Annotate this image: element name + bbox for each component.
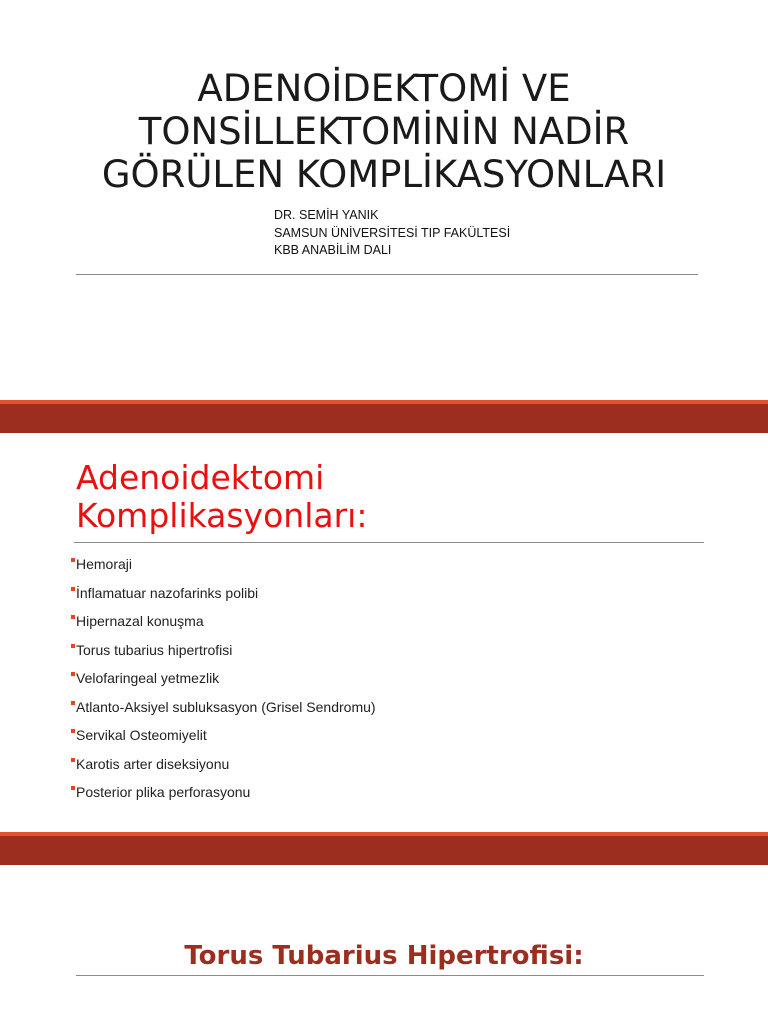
bullet-square-icon bbox=[71, 558, 75, 562]
author-institution: SAMSUN ÜNİVERSİTESİ TIP FAKÜLTESİ bbox=[274, 225, 511, 240]
list-item bbox=[71, 579, 376, 608]
list-item-label: Posterior plika perforasyonu bbox=[76, 784, 251, 801]
bullet-square-icon bbox=[71, 644, 75, 648]
list-item-label: İnflamatuar nazofarinks polibi bbox=[76, 584, 259, 601]
separator-accent-stripe bbox=[0, 400, 768, 404]
presentation-title bbox=[40, 67, 728, 196]
list-item-label: Servikal Osteomiyelit bbox=[76, 727, 207, 744]
torus-tubarius-slide bbox=[0, 865, 768, 1024]
list-item bbox=[71, 721, 376, 750]
list-item-label: Velofaringeal yetmezlik bbox=[76, 670, 220, 687]
heading-line: Komplikasyonları: bbox=[76, 496, 368, 535]
heading-divider bbox=[76, 975, 704, 976]
list-item bbox=[71, 607, 376, 636]
separator-accent-stripe bbox=[0, 832, 768, 836]
bullet-square-icon bbox=[71, 729, 75, 733]
list-item-label: Hipernazal konuşma bbox=[76, 613, 204, 630]
slide-heading: Torus Tubarius Hipertrofisi: bbox=[184, 941, 584, 971]
bullet-square-icon bbox=[71, 758, 75, 762]
list-item bbox=[71, 750, 376, 779]
complications-slide bbox=[0, 433, 768, 832]
list-item bbox=[71, 664, 376, 693]
author-department: KBB ANABİLİM DALI bbox=[274, 243, 392, 257]
title-line: TONSİLLEKTOMİNİN NADİR bbox=[138, 110, 630, 153]
list-item-label: Torus tubarius hipertrofisi bbox=[76, 641, 233, 658]
heading-line: Adenoidektomi bbox=[76, 458, 325, 497]
list-item bbox=[71, 778, 376, 807]
bullet-square-icon bbox=[71, 587, 75, 591]
list-item-label: Atlanto-Aksiyel subluksasyon (Grisel Sendromu) bbox=[76, 698, 376, 715]
title-line: GÖRÜLEN KOMPLİKASYONLARI bbox=[101, 153, 667, 196]
list-item-label: Karotis arter diseksiyonu bbox=[76, 755, 230, 772]
slide-heading bbox=[76, 459, 367, 535]
complications-list bbox=[71, 550, 376, 807]
bullet-square-icon bbox=[71, 701, 75, 705]
list-item bbox=[71, 693, 376, 722]
author-name: DR. SEMİH YANIK bbox=[274, 208, 379, 222]
bullet-square-icon bbox=[71, 615, 75, 619]
list-item-label: Hemoraji bbox=[76, 556, 133, 573]
slide-separator bbox=[0, 400, 768, 433]
bullet-square-icon bbox=[71, 786, 75, 790]
author-block bbox=[274, 207, 510, 260]
title-line: ADENOİDEKTOMİ VE bbox=[197, 67, 571, 110]
title-divider bbox=[76, 274, 698, 275]
list-item bbox=[71, 550, 376, 579]
bullet-square-icon bbox=[71, 672, 75, 676]
heading-divider bbox=[74, 542, 704, 543]
list-item bbox=[71, 636, 376, 665]
slide-separator bbox=[0, 832, 768, 865]
title-slide bbox=[0, 0, 768, 400]
